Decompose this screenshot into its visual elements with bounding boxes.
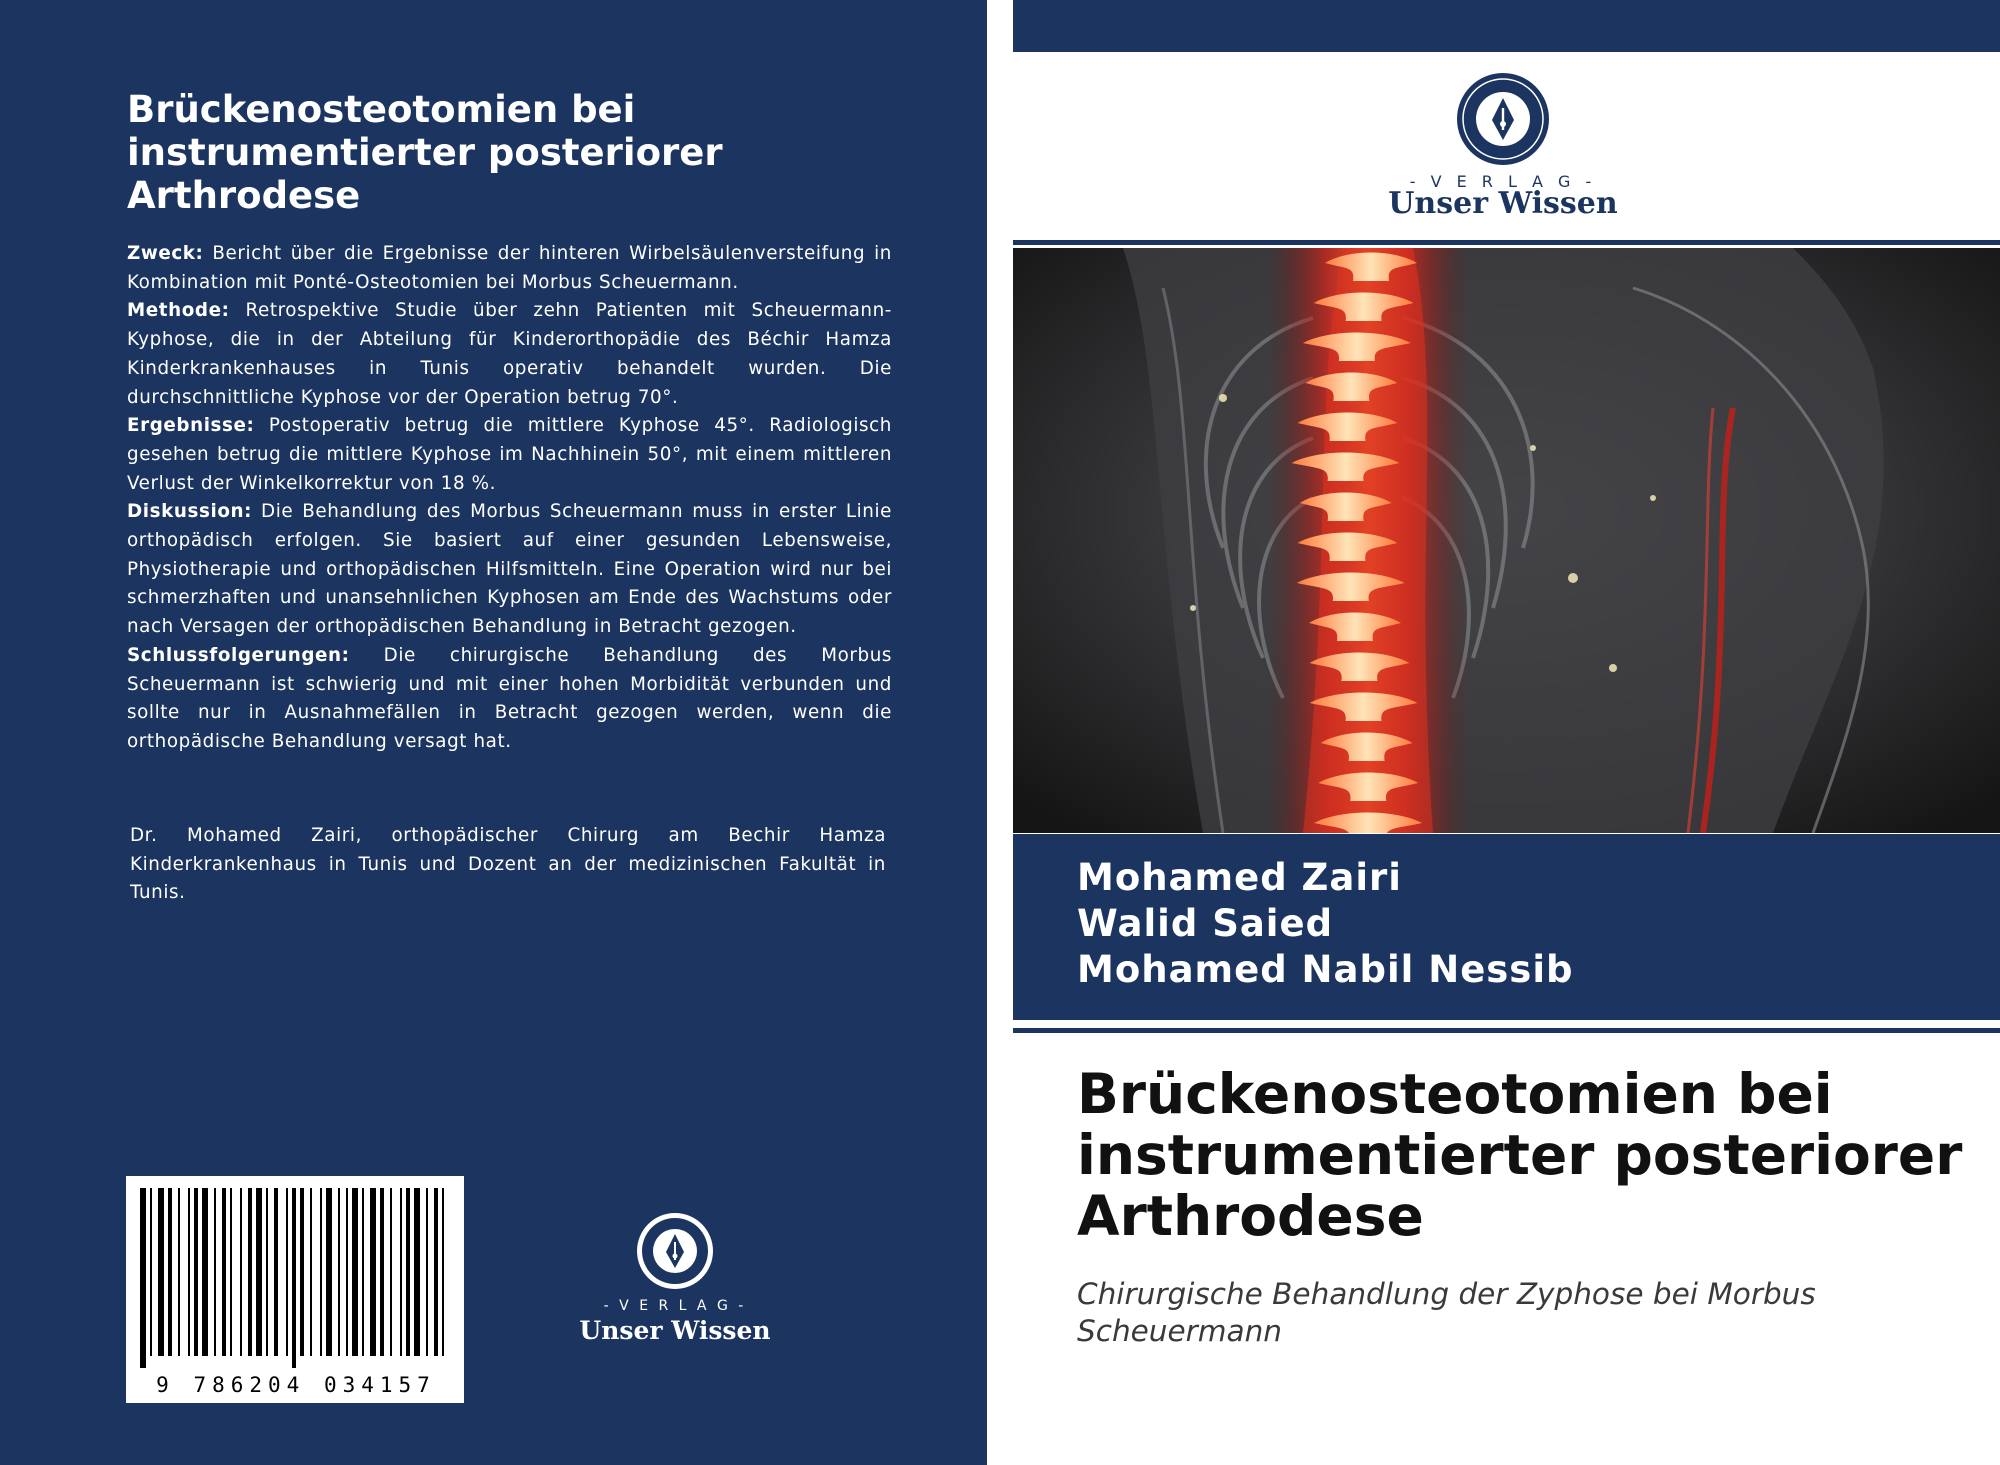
barcode-bar [168,1188,172,1356]
barcode-bar [140,1188,146,1368]
barcode-bar [274,1188,278,1356]
barcode-bar [222,1188,226,1356]
verlag-label: - V E R L A G - [603,1298,747,1314]
author-name: Mohamed Zairi [1077,856,1402,899]
divider-line [1013,1028,2000,1033]
barcode-bar [310,1188,312,1356]
barcode-bar [442,1188,444,1356]
barcode-bar [426,1188,428,1356]
barcode-bar [240,1188,242,1356]
publisher-logo [1363,72,1643,222]
barcode-bar [434,1188,438,1356]
barcode-bar [202,1188,208,1356]
verlag-label: - V E R L A G - [1409,172,1597,191]
abstract-paragraph: Zweck: Bericht über die Ergebnisse der hinteren Wirbelsäulenversteifung in Kombination mit Ponté-Osteotomien bei Morbus Scheuermann. [127,243,892,293]
barcode-bar [346,1188,348,1356]
author-name: Mohamed Nabil Nessib [1077,948,1574,991]
barcode-bar [230,1188,232,1356]
barcode-bar [150,1188,152,1356]
barcode-bar [370,1188,376,1356]
barcode-bar [320,1188,322,1356]
barcode-bar [266,1188,268,1356]
barcode-bar [338,1188,340,1356]
book-title: Brückenosteotomien bei instrumentierter posteriorer Arthrodese [1077,1062,1963,1248]
spine [987,0,1013,1465]
abstract-paragraph: Diskussion: Die Behandlung des Morbus Scheuermann muss in erster Linie orthopädisch erfolgen. Sie basiert auf einer gesunden Lebensweise, Physiotherapie und orthopädischen Hilfsmitteln. Eine Operation wird nur bei schmerzhaften und unansehnlichen Kyphosen am Ende des Wachstums oder nach Versagen der orthopädischen Behandlung in Betracht gezogen. [127,501,892,638]
barcode-bar [158,1188,164,1356]
barcode-bar [352,1188,358,1356]
isbn-number: 9 786204 034157 [156,1373,436,1397]
barcode-bar [256,1188,262,1356]
barcode-bar [326,1188,332,1356]
barcode-bar [406,1188,410,1356]
barcode-bar [400,1188,402,1356]
author-bio: Dr. Mohamed Zairi, orthopädischer Chirurg am Bechir Hamza Kinderkrankenhaus in Tunis und Dozent an der medizinischen Fakultät in Tunis. [130,825,886,904]
barcode-bar [414,1188,420,1356]
publisher-name: Unser Wissen [579,1316,771,1345]
barcode-bar [194,1188,198,1356]
book-subtitle: Chirurgische Behandlung der Zyphose bei Morbus Scheuermann [1077,1277,1816,1348]
isbn-barcode [126,1176,464,1403]
barcode-bar [188,1188,190,1356]
barcode-bar [300,1188,304,1356]
barcode-bar [178,1188,180,1356]
top-bar [1013,0,2000,52]
abstract-paragraph: Ergebnisse: Postoperativ betrug die mittlere Kyphose 45°. Radiologisch gesehen betrug die mittlere Kyphose im Nachhinein 50°, mit einem mittleren Verlust der Winkelkorrektur von 18 %. [127,415,892,494]
barcode-bar [362,1188,364,1356]
authors-band [1013,834,2000,1020]
spine-xray-illustration [1013,248,2000,833]
barcode-bar [380,1188,384,1356]
pen-nib-seal-icon [636,1212,714,1290]
barcode-bar [292,1188,296,1368]
author-name: Walid Saied [1077,902,1334,945]
publisher-logo [560,1212,790,1352]
abstract [127,240,892,757]
front-cover [1013,0,2000,1465]
barcode-bar [286,1188,288,1356]
abstract-paragraph: Schlussfolgerungen: Die chirurgische Behandlung des Morbus Scheuermann ist schwierig und mit einer hohen Morbidität verbunden und sollte nur in Ausnahmefällen in Betracht gezogen werden, wenn die orthopädische Behandlung versagt hat. [127,644,892,752]
pen-nib-seal-icon [1456,72,1550,166]
barcode-bar [248,1188,252,1356]
abstract-paragraph: Methode: Retrospektive Studie über zehn Patienten mit Scheuermann-Kyphose, die in der Abteilung für Kinderorthopädie des Béchir Hamza Kinderkrankenhauses in Tunis operativ behandelt wurden. Die durchschnittliche Kyphose vor der Operation betrug 70°. [127,300,892,408]
divider-line [1013,240,2000,245]
back-cover [0,0,987,1465]
barcode-bar [390,1188,392,1356]
barcode-bar [214,1188,216,1356]
back-cover-title: Brückenosteotomien bei instrumentierter posteriorer Arthrodese [127,88,723,217]
publisher-name: Unser Wissen [1388,186,1618,221]
